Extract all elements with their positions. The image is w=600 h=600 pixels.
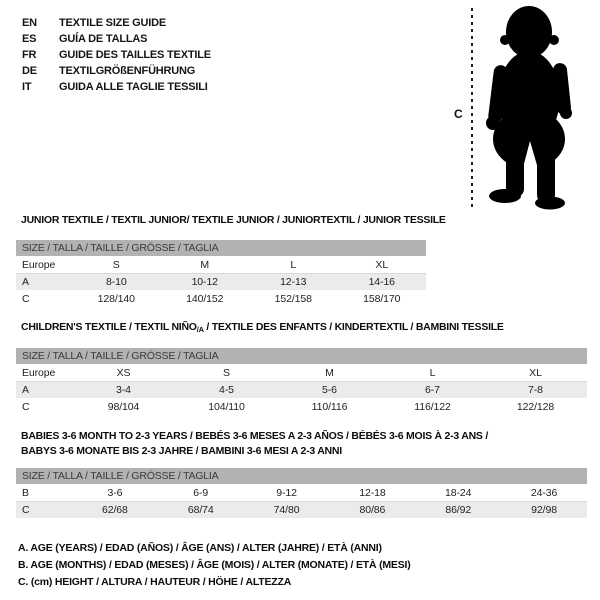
value-cell: 128/140 [97,292,135,305]
value-cell: L [290,258,297,271]
value-cell: 86/92 [445,504,472,516]
row-label: Europe [22,258,56,271]
children-table-title [16,320,587,337]
height-measure-label: C [454,107,463,121]
value-cell: XS [116,366,131,379]
row-label: C [22,400,30,413]
lang-row-de [22,63,211,79]
value-cell: 14-16 [368,276,395,288]
value-cell: 7-8 [528,384,543,396]
lang-title: TEXTILE SIZE GUIDE [59,17,167,29]
value-cell: 158/170 [363,292,401,305]
row-label: B [22,486,29,499]
value-cell: 98/104 [107,400,140,413]
lang-row-fr [22,47,211,63]
value-cell: 8-10 [105,276,127,288]
value-cell: 9-12 [276,486,297,499]
value-cell: 74/80 [273,504,300,516]
value-cell: 6-7 [425,384,440,396]
title-subscript: /A [196,325,204,334]
value-cell: 152/158 [274,292,312,305]
row-label: A [22,276,29,288]
value-cell: L [429,366,436,379]
babies-textile-table [16,429,587,518]
value-cell: 92/98 [531,504,557,516]
title-part: CHILDREN'S TEXTILE / TEXTIL NIÑO [21,321,197,333]
value-cell: 5-6 [322,384,337,396]
table-row-height [16,398,587,415]
lang-title: GUIDE DES TAILLES TEXTILE [59,49,211,61]
value-cell: 68/74 [187,504,214,516]
value-cell: S [223,366,230,379]
babies-title-line1: BABIES 3-6 MONTH TO 2-3 YEARS / BEBÉS 3-6 MESES A 2-3 AÑOS / BÉBÉS 3-6 MOIS À 2-3 ANS / [21,430,489,442]
babies-table-title [16,429,587,459]
junior-size-header-bar: SIZE / TALLA / TAILLE / GRÖSSE / TAGLIA [16,240,426,256]
value-cell: XL [529,366,542,379]
value-cell: 116/122 [414,400,451,413]
footnote-a: A. AGE (YEARS) / EDAD (AÑOS) / ÂGE (ANS) / ALTER (JAHRE) / ETÀ (ANNI) [18,542,382,554]
value-cell: 80/86 [359,504,386,516]
value-cell: 110/116 [311,400,348,413]
row-label: Europe [22,366,56,379]
lang-row-es [22,31,211,47]
lang-code: ES [22,33,37,45]
table-row-age [16,381,587,398]
value-cell: M [200,258,210,271]
lang-code: EN [22,17,37,29]
children-size-header-bar: SIZE / TALLA / TAILLE / GRÖSSE / TAGLIA [16,348,587,364]
value-cell: 122/128 [516,400,555,413]
value-cell: 3-6 [107,486,123,499]
lang-code: DE [22,65,37,77]
row-label: C [22,504,30,516]
lang-title: TEXTILGRÖßENFÜHRUNG [59,65,196,77]
junior-textile-table [16,213,446,307]
lang-row-it [22,79,211,95]
row-label: A [22,384,29,396]
value-cell: 6-9 [193,486,209,499]
lang-code: FR [22,49,37,61]
value-cell: 12-13 [280,276,307,288]
value-cell: 140/152 [186,292,224,305]
value-cell: 10-12 [191,276,218,288]
language-list [22,15,211,95]
footnotes [18,540,600,591]
lang-title: GUÍA DE TALLAS [59,33,148,45]
value-cell: 18-24 [445,486,472,499]
table-row-height [16,290,426,307]
table-row-europe [16,364,587,381]
table-row-height [16,501,587,518]
footnote-b: B. AGE (MONTHS) / EDAD (MESES) / ÂGE (MOIS) / ALTER (MONATE) / ETÀ (MESI) [18,559,411,571]
lang-row-en [22,15,211,31]
title-part: / TEXTILE DES ENFANTS / KINDERTEXTIL / BAMBINI TESSILE [203,321,504,333]
value-cell: 12-18 [359,486,386,499]
value-cell: M [325,366,334,379]
babies-title-line2: BABYS 3-6 MONATE BIS 2-3 JAHRE / BAMBINI 3-6 MESI A 2-3 ANNI [21,445,342,457]
value-cell: 4-5 [219,384,234,396]
footnote-c: C. (cm) HEIGHT / ALTURA / HAUTEUR / HÖHE / ALTEZZA [18,576,292,588]
value-cell: XL [375,258,389,271]
table-row-age [16,273,426,290]
table-row-europe [16,256,426,273]
row-label: C [22,292,30,305]
children-textile-table [16,320,587,415]
table-row-age-months [16,484,587,501]
value-cell: 3-4 [116,384,131,396]
value-cell: 24-36 [530,486,558,499]
lang-code: IT [22,81,32,93]
value-cell: S [112,258,120,271]
toddler-silhouette-image [478,5,584,210]
lang-title: GUIDA ALLE TAGLIE TESSILI [59,81,208,93]
value-cell: 62/68 [102,504,128,516]
value-cell: 104/110 [208,400,245,413]
junior-table-title: JUNIOR TEXTILE / TEXTIL JUNIOR/ TEXTILE JUNIOR / JUNIORTEXTIL / JUNIOR TESSILE [21,214,446,226]
babies-size-header-bar: SIZE / TALLA / TAILLE / GRÖSSE / TAGLIA [16,468,587,484]
height-measure-line [471,8,473,208]
